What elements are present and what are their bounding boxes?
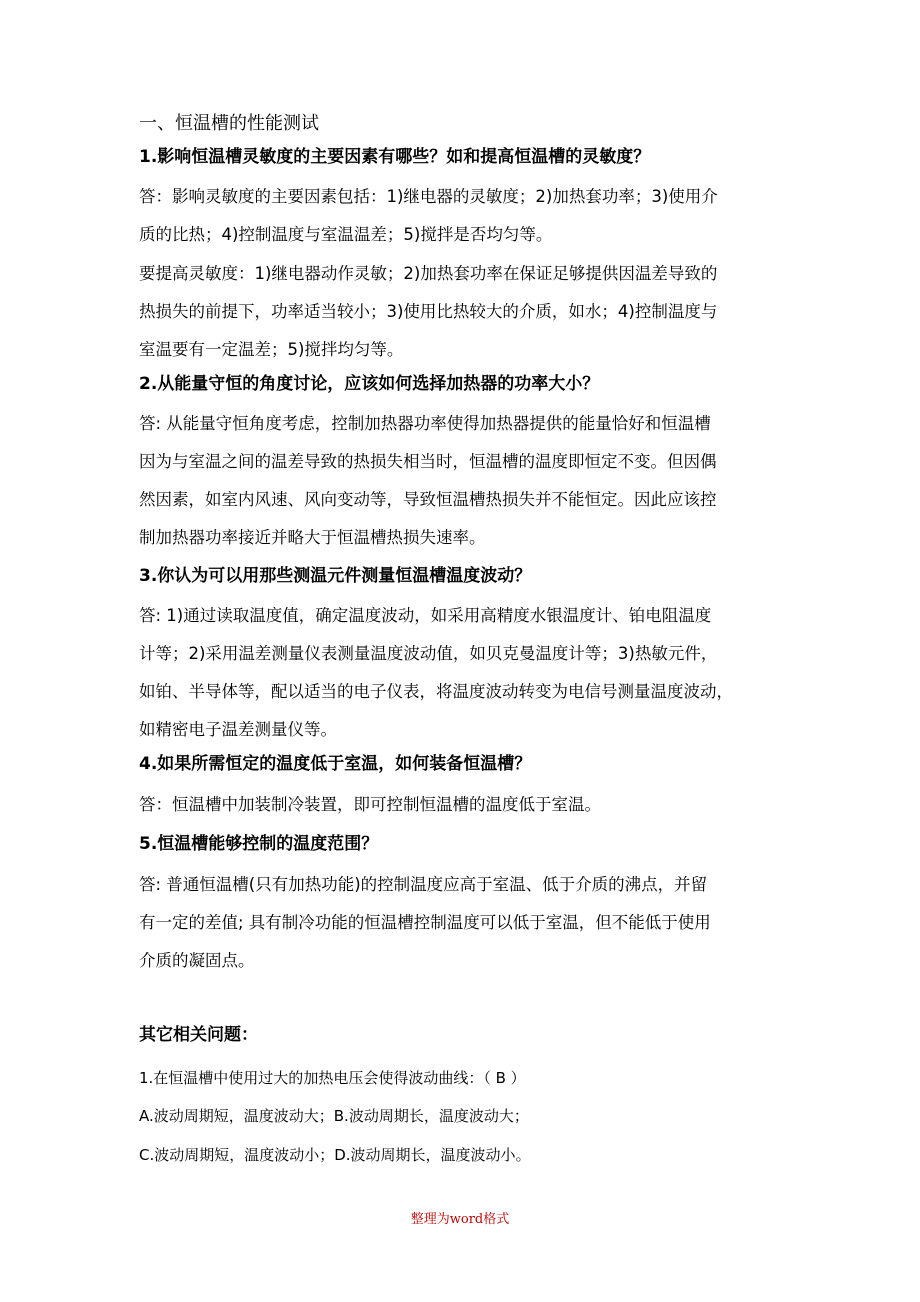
answer-line: 因为与室温之间的温差导致的热损失相当时，恒温槽的温度即恒定不变。但因偶 [139, 452, 717, 471]
question-3: 3.你认为可以用那些测温元件测量恒温槽温度波动？ [139, 566, 532, 586]
answer-line: 有一定的差值; 具有制冷功能的恒温槽控制温度可以低于室温，但不能低于使用 [139, 913, 711, 932]
answer-1a [139, 178, 789, 254]
other-questions-title: 其它相关问题： [139, 1025, 258, 1045]
answer-5 [139, 866, 789, 980]
mc-options-cd: C.波动周期短，温度波动小；D.波动周期长，温度波动小。 [139, 1146, 531, 1164]
answer-line: 质的比热；4)控制温度与室温温差；5)搅拌是否均匀等。 [139, 225, 553, 244]
answer-line: 如铂、半导体等，配以适当的电子仪表，将温度波动转变为电信号测量温度波动， [139, 682, 733, 701]
answer-line: 如精密电子温差测量仪等。 [139, 720, 337, 739]
question-1: 1.影响恒温槽灵敏度的主要因素有哪些？如和提高恒温槽的灵敏度？ [139, 147, 651, 167]
answer-line: 计等；2)采用温差测量仪表测量温度波动值，如贝克曼温度计等；3)热敏元件， [139, 644, 718, 663]
answer-line: 答：影响灵敏度的主要因素包括：1)继电器的灵敏度；2)加热套功率；3)使用介 [139, 187, 718, 206]
footer-note: 整理为word格式 [410, 1212, 510, 1227]
answer-line: 答：恒温槽中加装制冷装置，即可控制恒温槽的温度低于室温。 [139, 795, 601, 814]
answer-line: 答: 1)通过读取温度值，确定温度波动，如采用高精度水银温度计、铂电阻温度 [139, 606, 712, 625]
answer-line: 室温要有一定温差；5)搅拌均匀等。 [139, 340, 404, 359]
mc-question-1: 1.在恒温槽中使用过大的加热电压会使得波动曲线：（ B ） [139, 1069, 526, 1087]
answer-4 [139, 786, 789, 824]
answer-line: 制加热器功率接近并略大于恒温槽热损失速率。 [139, 528, 486, 547]
section-title: 一、恒温槽的性能测试 [139, 113, 319, 134]
question-5: 5.恒温槽能够控制的温度范围？ [139, 834, 379, 854]
answer-2 [139, 405, 789, 557]
answer-line: 答: 从能量守恒角度考虑，控制加热器功率使得加热器提供的能量恰好和恒温槽 [139, 414, 711, 433]
mc-options-ab: A.波动周期短，温度波动大；B.波动周期长，温度波动大； [139, 1107, 529, 1125]
answer-3 [139, 597, 789, 749]
question-4: 4.如果所需恒定的温度低于室温，如何装备恒温槽？ [139, 754, 532, 774]
answer-line: 答: 普通恒温槽(只有加热功能)的控制温度应高于室温、低于介质的沸点，并留 [139, 875, 708, 894]
answer-1b [139, 255, 789, 369]
answer-line: 要提高灵敏度：1)继电器动作灵敏；2)加热套功率在保证足够提供因温差导致的 [139, 264, 718, 283]
answer-line: 热损失的前提下，功率适当较小；3)使用比热较大的介质，如水；4)控制温度与 [139, 302, 718, 321]
question-2: 2.从能量守恒的角度讨论，应该如何选择加热器的功率大小？ [139, 374, 600, 394]
answer-line: 介质的凝固点。 [139, 951, 255, 970]
answer-line: 然因素，如室内风速、风向变动等，导致恒温槽热损失并不能恒定。因此应该控 [139, 490, 717, 509]
